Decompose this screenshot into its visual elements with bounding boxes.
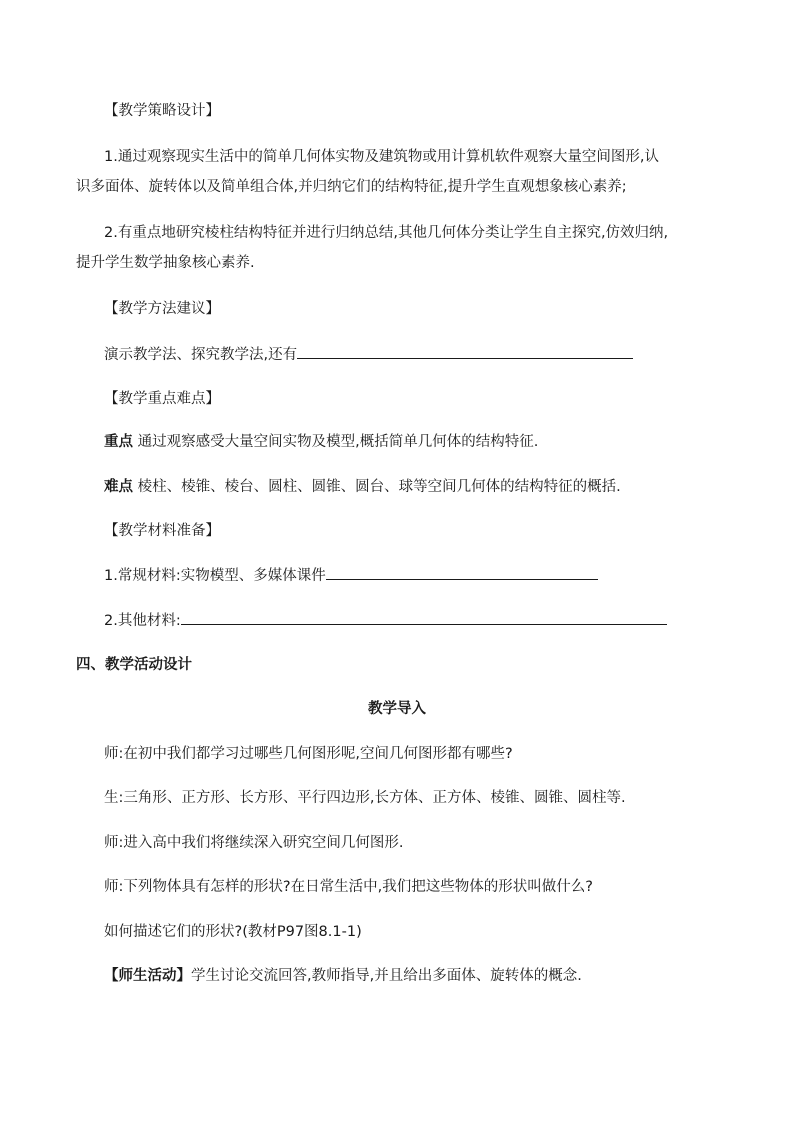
difficult-point-label: 难点 — [104, 479, 133, 495]
dialogue-line-5: 如何描述它们的形状?(教材P97图8.1-1) — [104, 924, 362, 940]
dialogue-line-4: 师:下列物体具有怎样的形状?在日常生活中,我们把这些物体的形状叫做什么? — [104, 879, 593, 895]
strategy-heading: 【教学策略设计】 — [104, 103, 220, 119]
method-heading: 【教学方法建议】 — [104, 301, 220, 317]
method-text: 演示教学法、探究教学法,还有 — [104, 347, 298, 363]
difficult-point-line — [104, 477, 621, 497]
method-fill-blank — [297, 344, 633, 359]
materials-item1-text: 1.常规材料:实物模型、多媒体课件 — [104, 568, 326, 584]
key-point-text: 通过观察感受大量空间实物及模型,概括简单几何体的结构特征. — [133, 434, 539, 450]
activity-label: 【师生活动】 — [104, 968, 191, 984]
materials-heading: 【教学材料准备】 — [104, 523, 220, 539]
materials-item2-line — [104, 610, 667, 631]
dialogue-line-3: 师:进入高中我们将继续深入研究空间几何图形. — [104, 835, 404, 851]
strategy-item2-line2: 提升学生数学抽象核心素养. — [76, 255, 255, 271]
key-point-label: 重点 — [104, 434, 133, 450]
materials-item2-blank — [181, 610, 667, 625]
keypoints-heading: 【教学重点难点】 — [104, 391, 220, 407]
activity-line — [104, 966, 582, 986]
dialogue-line-1: 师:在初中我们都学习过哪些几何图形呢,空间几何图形都有哪些? — [104, 746, 513, 762]
materials-item2-text: 2.其他材料: — [104, 613, 181, 629]
key-point-line — [104, 432, 538, 452]
difficult-point-text: 棱柱、棱锥、棱台、圆柱、圆锥、圆台、球等空间几何体的结构特征的概括. — [133, 479, 621, 495]
materials-item1-blank — [326, 565, 598, 580]
section-subtitle: 教学导入 — [368, 701, 426, 717]
section-title: 四、教学活动设计 — [76, 657, 192, 673]
strategy-item1-line2: 识多面体、旋转体以及简单组合体,并归纳它们的结构特征,提升学生直观想象核心素养; — [76, 179, 627, 195]
dialogue-line-2: 生:三角形、正方形、长方形、平行四边形,长方体、正方体、棱锥、圆锥、圆柱等. — [104, 790, 626, 806]
activity-text: 学生讨论交流回答,教师指导,并且给出多面体、旋转体的概念. — [191, 968, 582, 984]
strategy-item1-line1: 1.通过观察现实生活中的简单几何体实物及建筑物或用计算机软件观察大量空间图形,认 — [104, 149, 659, 165]
materials-item1-line — [104, 565, 598, 586]
strategy-item2-line1: 2.有重点地研究棱柱结构特征并进行归纳总结,其他几何体分类让学生自主探究,仿效归纳, — [104, 225, 669, 241]
method-line — [104, 344, 633, 365]
